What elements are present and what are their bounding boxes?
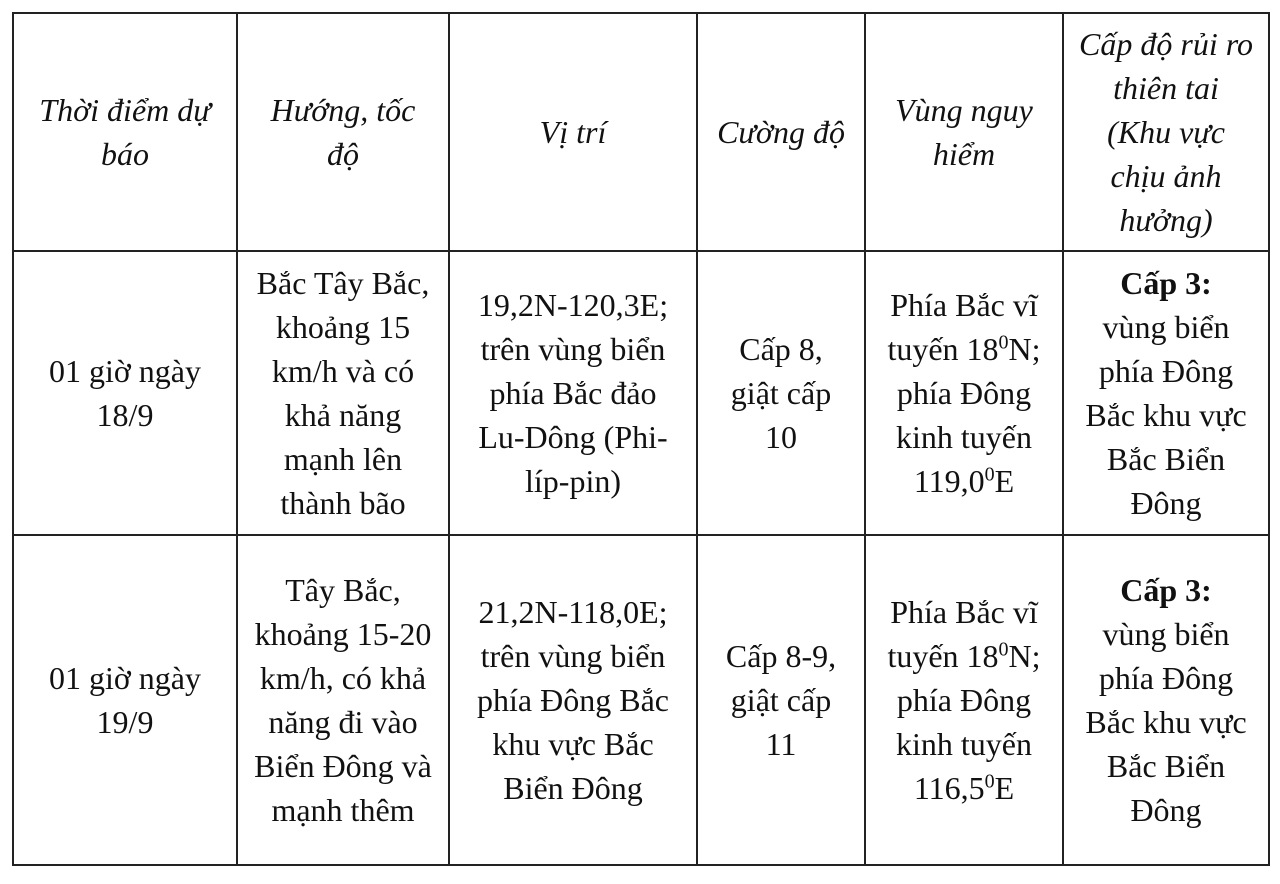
cell-direction: Tây Bắc, khoảng 15-20 km/h, có khả năng đi vào Biển Đông và mạnh thêm [237,535,449,865]
header-intensity: Cường độ [697,13,865,251]
table-row [13,535,1269,865]
cell-danger-zone [865,251,1063,535]
danger-zone-longitude: phía Đông kinh tuyến 116,5$^0$E [896,682,1032,806]
forecast-table [12,12,1270,866]
danger-zone-longitude: phía Đông kinh tuyến 119,0$^0$E [896,375,1032,499]
cell-direction: Bắc Tây Bắc, khoảng 15 km/h và có khả năng mạnh lên thành bão [237,251,449,535]
risk-level-area: vùng biển phía Đông Bắc khu vực Bắc Biển Đông [1085,309,1247,521]
header-danger-zone: Vùng nguy hiểm [865,13,1063,251]
risk-level-label: Cấp 3: [1120,572,1212,608]
cell-time: 01 giờ ngày 19/9 [13,535,237,865]
cell-intensity: Cấp 8-9, giật cấp 11 [697,535,865,865]
risk-level-area: vùng biển phía Đông Bắc khu vực Bắc Biển Đông [1085,616,1247,828]
table-row [13,251,1269,535]
cell-position: 19,2N-120,3E; trên vùng biển phía Bắc đảo Lu-Dông (Phi-líp-pin) [449,251,697,535]
header-risk-level: Cấp độ rủi ro thiên tai (Khu vực chịu ảnh hưởng) [1063,13,1269,251]
header-position: Vị trí [449,13,697,251]
cell-danger-zone [865,535,1063,865]
danger-zone-latitude: Phía Bắc vĩ tuyến $18^0N$; [887,594,1041,674]
cell-position: 21,2N-118,0E; trên vùng biển phía Đông Bắc khu vực Bắc Biển Đông [449,535,697,865]
risk-level-label: Cấp 3: [1120,265,1212,301]
danger-zone-latitude: Phía Bắc vĩ tuyến $18^0N$; [887,287,1041,367]
cell-risk-level [1063,251,1269,535]
cell-time: 01 giờ ngày 18/9 [13,251,237,535]
header-direction: Hướng, tốc độ [237,13,449,251]
cell-risk-level [1063,535,1269,865]
table-header-row [13,13,1269,251]
cell-intensity: Cấp 8, giật cấp 10 [697,251,865,535]
header-time: Thời điểm dự báo [13,13,237,251]
